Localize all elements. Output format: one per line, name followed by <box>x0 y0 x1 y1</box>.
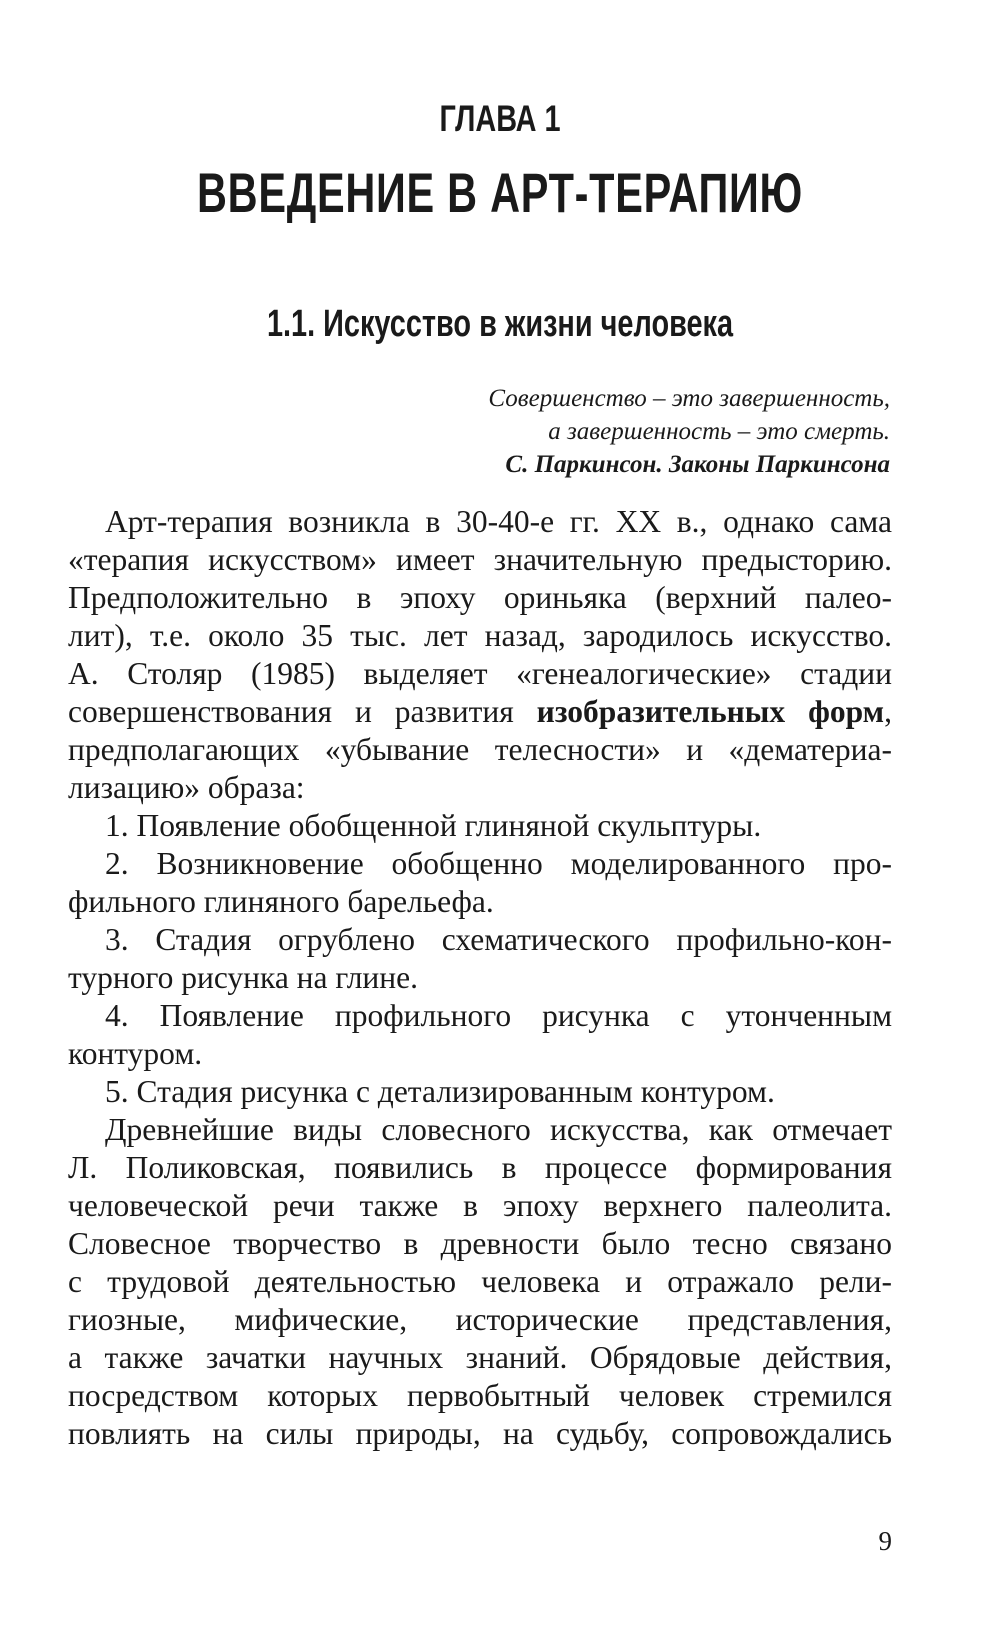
body-text <box>68 503 892 1453</box>
text-line: а также зачатки научных знаний. Обрядовые действия, <box>68 1340 892 1375</box>
list-item-continuation: фильного глиняного барельефа. <box>68 884 494 919</box>
epigraph <box>488 382 890 481</box>
chapter-label: ГЛАВА 1 <box>439 98 561 139</box>
list-item: 2. Возникновение обобщенно моделированного про- <box>105 846 892 881</box>
text-line: повлиять на силы природы, на судьбу, сопровождались <box>68 1416 892 1451</box>
stages-list <box>68 807 892 1111</box>
text-line: А. Столяр (1985) выделяет «генеалогические» стадии <box>68 656 892 691</box>
chapter-title: ВВЕДЕНИЕ В АРТ-ТЕРАПИЮ <box>196 161 804 224</box>
text-line: лизацию» образа: <box>68 770 305 805</box>
text-line: «терапия искусством» имеет значительную предысторию. <box>68 542 892 577</box>
text-line <box>68 693 892 731</box>
list-item: 4. Появление профильного рисунка с утонченным <box>105 998 892 1033</box>
list-item-continuation: турного рисунка на глине. <box>68 960 419 995</box>
list-item: 5. Стадия рисунка с детализированным контуром. <box>105 1074 775 1109</box>
section-title: 1.1. Искусство в жизни человека <box>266 303 734 345</box>
text-line: человеческой речи также в эпоху верхнего палеолита. <box>68 1188 892 1223</box>
text-fragment: совершенствования и развития <box>68 694 537 729</box>
text-line: с трудовой деятельностью человека и отражало рели- <box>68 1264 892 1299</box>
text-line: Арт-терапия возникла в 30-40-е гг. XX в., однако сама <box>105 504 892 539</box>
text-line: гиозные, мифические, исторические представления, <box>68 1302 892 1337</box>
text-line: посредством которых первобытный человек стремился <box>68 1378 892 1413</box>
text-line: Древнейшие виды словесного искусства, как отмечает <box>105 1112 892 1147</box>
epigraph-line: а завершенность – это смерть. <box>548 418 890 445</box>
text-line: Словесное творчество в древности было тесно связано <box>68 1226 892 1261</box>
bold-term: изобразительных форм <box>536 694 885 729</box>
page-number: 9 <box>878 1526 892 1556</box>
list-item-continuation: контуром. <box>68 1036 203 1071</box>
text-line: Предположительно в эпоху ориньяка (верхний палео- <box>68 580 892 615</box>
paragraph-intro <box>68 503 892 807</box>
text-line: Л. Поликовская, появились в процессе формирования <box>68 1150 892 1185</box>
epigraph-line: Совершенство – это завершенность, <box>488 385 890 412</box>
list-item: 1. Появление обобщенной глиняной скульптуры. <box>105 808 762 843</box>
list-item: 3. Стадия огрублено схематического профильно-кон- <box>105 922 892 957</box>
paragraph-verbal-art <box>68 1111 892 1453</box>
epigraph-source: С. Паркинсон. Законы Паркинсона <box>505 451 890 478</box>
text-line: предполагающих «убывание телесности» и «дематериа- <box>68 732 892 767</box>
text-fragment: , <box>884 694 892 729</box>
text-line: лит), т.е. около 35 тыс. лет назад, зародилось искусство. <box>68 618 892 653</box>
